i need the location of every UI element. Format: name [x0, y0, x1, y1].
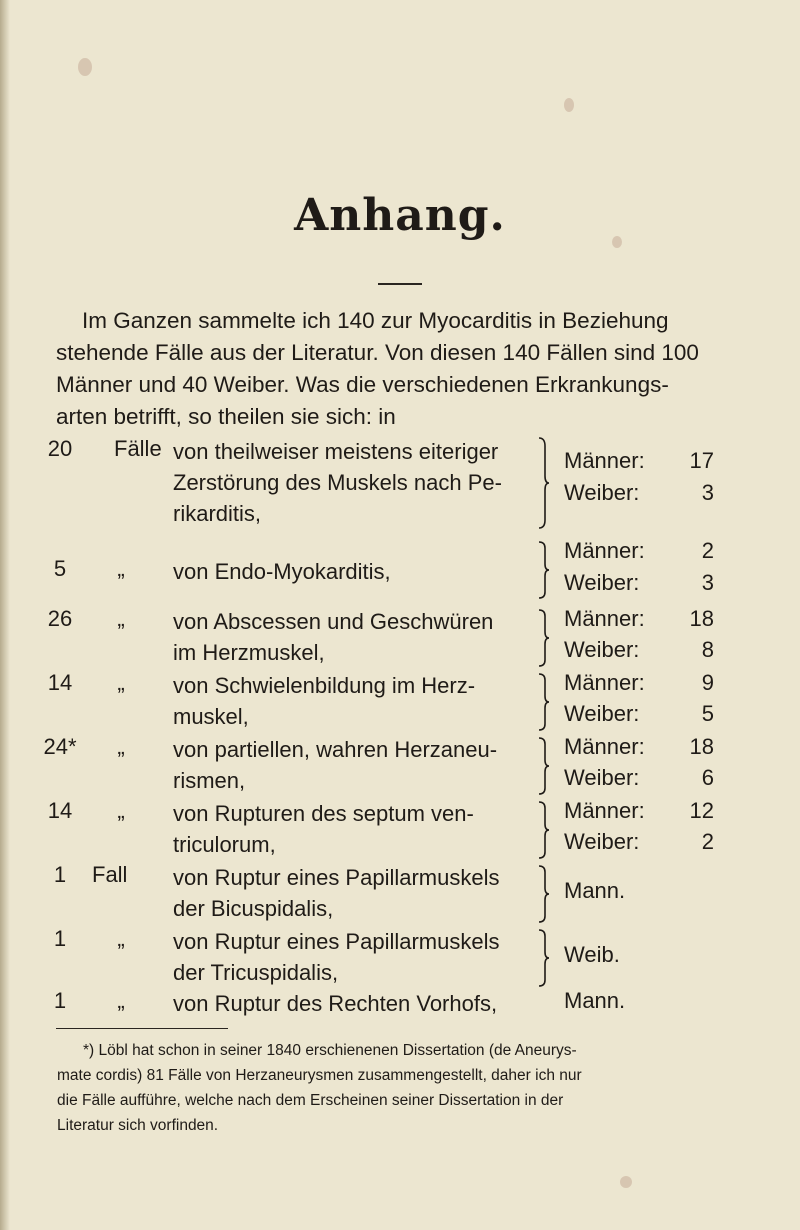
page-heading: Anhang.	[294, 190, 506, 241]
curly-brace-icon	[536, 928, 550, 988]
curly-brace-icon	[536, 736, 550, 796]
male-count-label: Männer:	[564, 606, 645, 631]
sex-label: Weib.	[564, 942, 620, 967]
curly-brace-icon	[536, 540, 550, 600]
case-description: von Ruptur eines Papillarmuskels der Bicuspidalis,	[173, 865, 500, 921]
heading-rule	[378, 283, 422, 285]
footnote-line: Literatur sich vorfinden.	[57, 1117, 219, 1134]
paper-stain	[78, 58, 92, 76]
footnote-rule	[56, 1028, 228, 1029]
female-count-label: Weiber:	[564, 637, 640, 662]
ditto-mark: „	[117, 798, 125, 823]
male-count-value: 9	[701, 670, 714, 695]
male-count-value: 12	[689, 798, 714, 823]
case-entry	[40, 538, 760, 602]
case-count: 14	[47, 798, 73, 823]
case-entry	[40, 988, 760, 1020]
sex-label: Mann.	[564, 988, 626, 1013]
curly-brace-icon	[536, 864, 550, 924]
case-count: 20	[47, 436, 73, 461]
intro-line: stehende Fälle aus der Literatur. Von diesen 140 Fällen sind 100	[56, 340, 699, 365]
male-count-label: Männer:	[564, 798, 645, 823]
intro-line: arten betrifft, so theilen sie sich: in	[56, 404, 396, 429]
page-spine-shadow	[0, 0, 10, 1230]
case-count: 5	[53, 556, 67, 581]
female-count-label: Weiber:	[564, 701, 640, 726]
case-entry	[40, 606, 760, 670]
case-description: von Endo-Myokarditis,	[173, 559, 391, 584]
case-count: 1	[53, 862, 67, 887]
case-description: von Ruptur eines Papillarmuskels der Tricuspidalis,	[173, 929, 500, 985]
curly-brace-icon	[536, 608, 550, 668]
female-count-value: 2	[701, 829, 714, 854]
sex-label: Mann.	[564, 878, 626, 903]
female-count-label: Weiber:	[564, 570, 640, 595]
female-count-value: 8	[701, 637, 714, 662]
male-count-value: 17	[689, 448, 714, 473]
footnote	[57, 1038, 737, 1138]
case-entry	[40, 798, 760, 862]
case-count: 24*	[43, 734, 77, 759]
case-description: von Ruptur des Rechten Vorhofs,	[173, 991, 498, 1016]
case-unit: Fälle	[114, 436, 162, 461]
ditto-mark: „	[117, 926, 125, 951]
paper-stain	[620, 1176, 632, 1188]
curly-brace-icon	[536, 672, 550, 732]
case-count: 1	[53, 926, 67, 951]
curly-brace-icon	[536, 436, 550, 530]
ditto-mark: „	[117, 988, 125, 1013]
case-description: von theilweiser meistens eiteriger	[173, 439, 499, 464]
male-count-label: Männer:	[564, 670, 645, 695]
case-entry	[40, 436, 760, 536]
female-count-value: 6	[701, 765, 714, 790]
case-description: von Schwielenbildung im Herz- muskel,	[173, 673, 476, 729]
male-count-value: 18	[689, 734, 714, 759]
case-count: 14	[47, 670, 73, 695]
male-count-value: 2	[701, 538, 714, 563]
female-count-label: Weiber:	[564, 829, 640, 854]
intro-paragraph	[56, 305, 738, 433]
curly-brace-icon	[536, 800, 550, 860]
case-entry	[40, 926, 760, 990]
case-unit: Fall	[92, 862, 128, 887]
case-entry	[40, 862, 760, 926]
female-count-value: 3	[701, 480, 714, 505]
case-entry	[40, 734, 760, 798]
footnote-line: die Fälle aufführe, welche nach dem Erscheinen seiner Dissertation in der	[57, 1092, 564, 1109]
case-count: 26	[47, 606, 73, 631]
intro-line: Männer und 40 Weiber. Was die verschiedenen Erkrankungs-	[56, 372, 669, 397]
intro-line: Im Ganzen sammelte ich 140 zur Myocarditis in Beziehung	[82, 308, 669, 333]
footnote-line: *) Löbl hat schon in seiner 1840 erschienenen Dissertation (de Aneurys-	[83, 1042, 577, 1059]
case-description-cont: Zerstörung des Muskels nach Pe- rikarditis,	[173, 470, 502, 526]
ditto-mark: „	[117, 606, 125, 631]
male-count-label: Männer:	[564, 448, 645, 473]
ditto-mark: „	[117, 670, 125, 695]
male-count-label: Männer:	[564, 734, 645, 759]
case-description: von partiellen, wahren Herzaneu- rismen,	[173, 737, 498, 793]
ditto-mark: „	[117, 556, 125, 581]
male-count-label: Männer:	[564, 538, 645, 563]
case-count: 1	[53, 988, 67, 1013]
female-count-label: Weiber:	[564, 765, 640, 790]
female-count-label: Weiber:	[564, 480, 640, 505]
case-entry	[40, 670, 760, 734]
paper-stain	[564, 98, 574, 112]
female-count-value: 3	[701, 570, 714, 595]
case-description: von Rupturen des septum ven- triculorum,	[173, 801, 474, 857]
ditto-mark: „	[117, 734, 125, 759]
case-description: von Abscessen und Geschwüren im Herzmuskel,	[173, 609, 494, 665]
footnote-line: mate cordis) 81 Fälle von Herzaneurysmen zusammengestellt, daher ich nur	[57, 1067, 582, 1084]
female-count-value: 5	[701, 701, 714, 726]
male-count-value: 18	[689, 606, 714, 631]
